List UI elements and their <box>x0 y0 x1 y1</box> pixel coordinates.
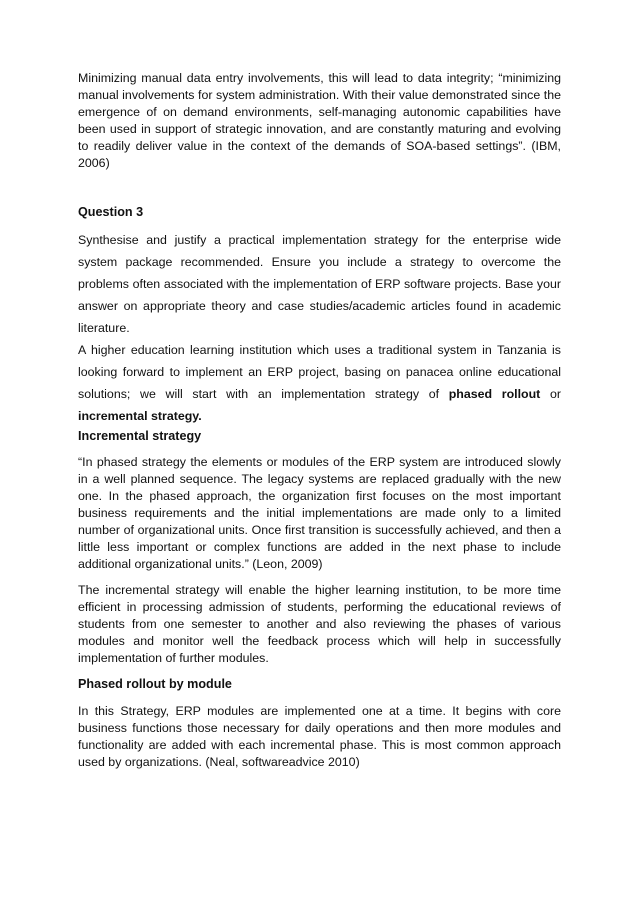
question-paragraph: Synthesise and justify a practical implementation strategy for the enterprise wide system package recommended. Ensure you include a strategy to overcome the problems often associated with the implementation of ERP software projects. Base your answer on appropriate theory and case studies/academic articles found in academic literature. <box>78 233 561 335</box>
incremental-strategy-heading: Incremental strategy <box>78 429 202 443</box>
incremental-strategy-term: incremental strategy. <box>78 409 202 423</box>
answer-text: A higher education learning institution which uses a traditional system in Tanzania is looking forward to implement an ERP project, basing on panacea online educational solutions; we will start with an implementation strategy of <box>78 343 561 401</box>
phased-rollout-term: phased rollout <box>448 387 541 401</box>
document-body <box>78 70 561 771</box>
incremental-benefits-paragraph: The incremental strategy will enable the higher learning institution, to be more time efficient in processing admission of students, performing the educational reviews of students from one semester to another and also reviewing the phases of various modules and monitor well the feedback process which will help in successfully implementation of further modules. <box>78 583 561 665</box>
answer-or: or <box>549 387 561 401</box>
phased-rollout-heading: Phased rollout by module <box>78 677 232 691</box>
answer-paragraph <box>78 339 561 427</box>
phased-rollout-paragraph: In this Strategy, ERP modules are implemented one at a time. It begins with core business functions those necessary for daily operations and then more modules and functionality are added with each incremental phase. This is most common approach used by organizations. (Neal, softwareadvice 2010) <box>78 704 561 769</box>
question-heading: Question 3 <box>78 205 144 219</box>
intro-paragraph: Minimizing manual data entry involvements, this will lead to data integrity; “minimizing manual involvements for system administration. With their value demonstrated since the emergence of on demand environments, self-managing autonomic capabilities have been used in support of strategic innovation, and are constantly maturing and evolving to readily deliver value in the context of the demands of SOA-based settings”. (IBM, 2006) <box>78 71 561 170</box>
leon-quote-paragraph: “In phased strategy the elements or modules of the ERP system are introduced slowly in a well planned sequence. The legacy systems are replaced gradually with the new one. In the phased approach, the organization first focuses on the most important business requirements and the initial implementations are made only to a limited number of organizational units. Once first transition is successfully achieved, and then a little less important or complex functions are added in the next phase to include additional organizational units.” (Leon, 2009) <box>78 455 561 571</box>
